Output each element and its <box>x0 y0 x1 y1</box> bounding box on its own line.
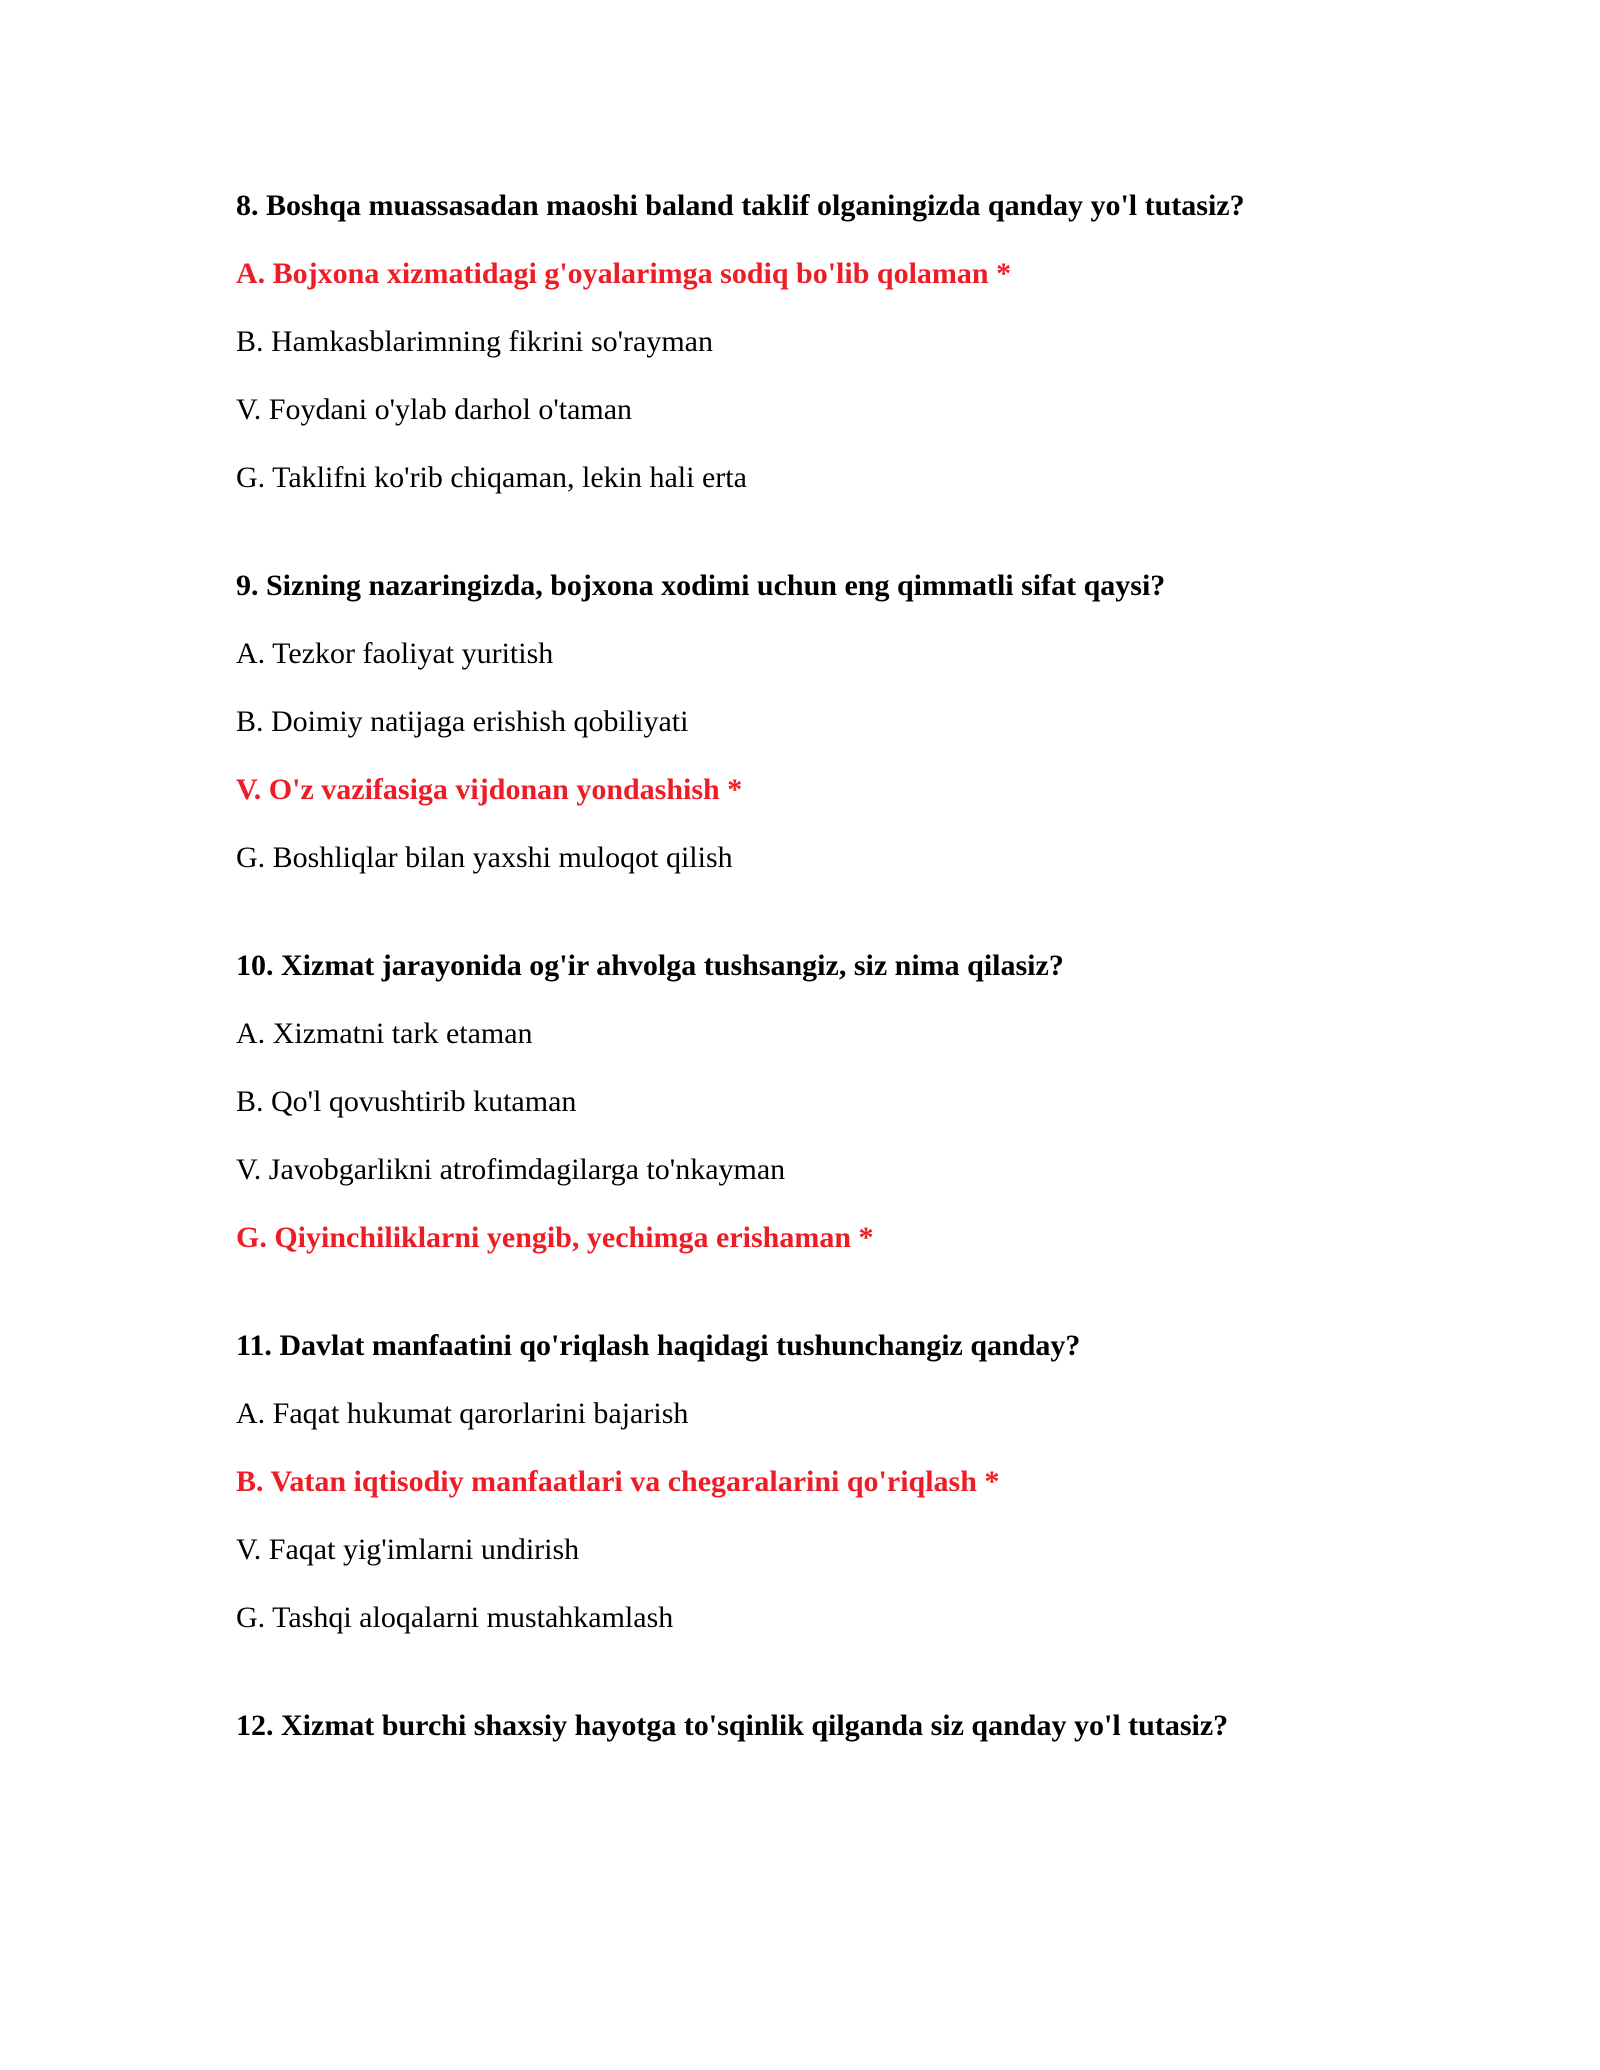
question-text: 12. Xizmat burchi shaxsiy hayotga to'sqinlik qilganda siz qanday yo'l tutasiz? <box>236 1709 1229 1742</box>
answer-option: A. Xizmatni tark etaman <box>236 1017 533 1050</box>
answer-option: B. Hamkasblarimning fikrini so'rayman <box>236 325 713 358</box>
answer-option: V. Faqat yig'imlarni undirish <box>236 1533 580 1566</box>
answer-option: V. Javobgarlikni atrofimdagilarga to'nkayman <box>236 1153 786 1186</box>
answer-option: B. Doimiy natijaga erishish qobiliyati <box>236 705 689 738</box>
question-text: 11. Davlat manfaatini qo'riqlash haqidagi tushunchangiz qanday? <box>236 1329 1081 1362</box>
question-text: 9. Sizning nazaringizda, bojxona xodimi uchun eng qimmatli sifat qaysi? <box>236 569 1166 602</box>
answer-option: G. Tashqi aloqalarni mustahkamlash <box>236 1601 674 1634</box>
correct-answer-option: G. Qiyinchiliklarni yengib, yechimga erishaman * <box>236 1221 874 1254</box>
answer-option: G. Boshliqlar bilan yaxshi muloqot qilish <box>236 841 733 874</box>
correct-answer-option: B. Vatan iqtisodiy manfaatlari va chegaralarini qo'riqlash * <box>236 1465 1000 1498</box>
answer-option: G. Taklifni ko'rib chiqaman, lekin hali erta <box>236 461 747 494</box>
question-text: 8. Boshqa muassasadan maoshi baland taklif olganingizda qanday yo'l tutasiz? <box>236 189 1245 222</box>
answer-option: B. Qo'l qovushtirib kutaman <box>236 1085 577 1118</box>
question-block-9 <box>236 564 1436 880</box>
question-block-8 <box>236 184 1436 500</box>
question-block-11 <box>236 1324 1436 1640</box>
correct-answer-option: A. Bojxona xizmatidagi g'oyalarimga sodiq bo'lib qolaman * <box>236 257 1012 290</box>
question-block-12 <box>236 1704 1436 1748</box>
answer-option: A. Faqat hukumat qarorlarini bajarish <box>236 1397 689 1430</box>
question-block-10 <box>236 944 1436 1260</box>
answer-option: V. Foydani o'ylab darhol o'taman <box>236 393 633 426</box>
question-text: 10. Xizmat jarayonida og'ir ahvolga tushsangiz, siz nima qilasiz? <box>236 949 1064 982</box>
answer-option: A. Tezkor faoliyat yuritish <box>236 637 554 670</box>
document-content <box>236 184 1436 1812</box>
correct-answer-option: V. O'z vazifasiga vijdonan yondashish * <box>236 773 743 806</box>
